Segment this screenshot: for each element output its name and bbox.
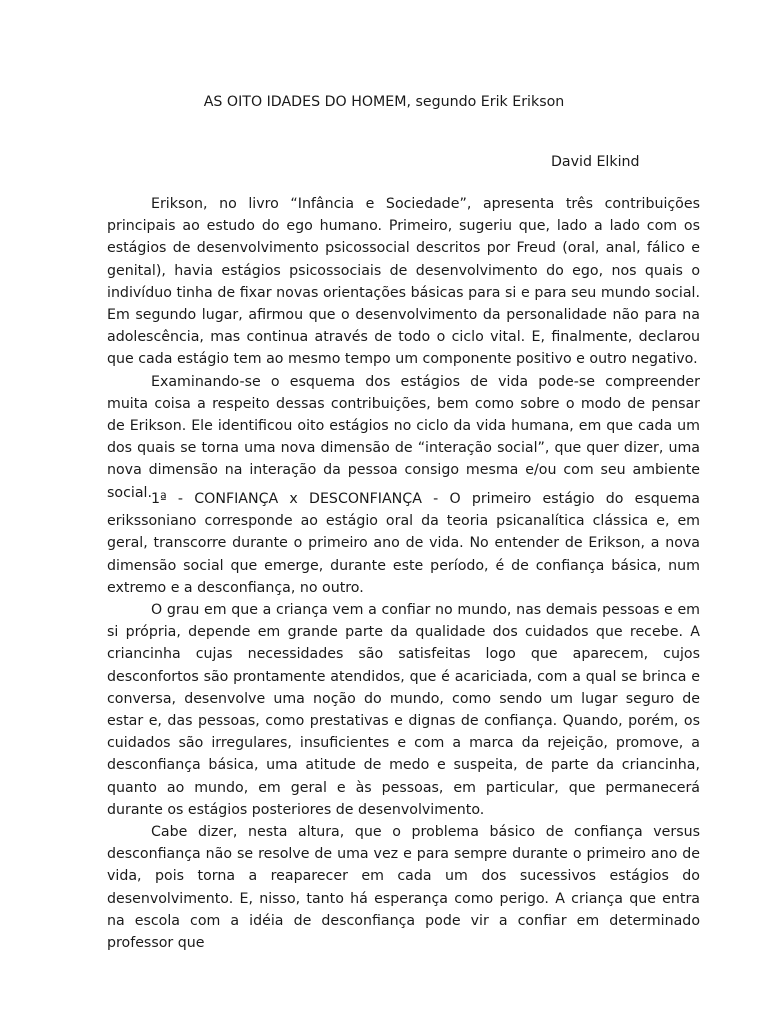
author-name: David Elkind — [551, 154, 640, 170]
paragraph: O grau em que a criança vem a confiar no mundo, nas demais pessoas e em si própria, depende em grande parte da qualidade dos cuidados que recebe. A criancinha cujas necessidades são satisfeitas logo que aparecem, cujos desconfortos são prontamente atendidos, que é acariciada, com a qual se brinca e conversa, desenvolve uma noção do mundo, como sendo um lugar seguro de estar e, das pessoas, como prestativas e dignas de confiança. Quando, porém, os cuidados são irregulares, insuficientes e com a marca da rejeição, promove, a desconfiança básica, uma atitude de medo e suspeita, de parte da criancinha, quanto ao mundo, em geral e às pessoas, em particular, que permanecerá durante os estágios posteriores de desenvolvimento. — [107, 602, 700, 818]
document-title: AS OITO IDADES DO HOMEM, segundo Erik Erikson — [203, 94, 565, 110]
paragraph: Cabe dizer, nesta altura, que o problema básico de confiança versus desconfiança não se resolve de uma vez e para sempre durante o primeiro ano de vida, pois torna a reaparecer em cada um dos sucessivos estágios do desenvolvimento. E, nisso, tanto há esperança como perigo. A criança que entra na escola com a idéia de desconfiança pode vir a confiar em determinado professor que — [107, 824, 700, 952]
stage-one-section — [107, 488, 700, 954]
intro-section — [107, 193, 700, 504]
paragraph: Examinando-se o esquema dos estágios de vida pode-se compreender muita coisa a respeito dessas contribuições, bem como sobre o modo de pensar de Erikson. Ele identificou oito estágios no ciclo da vida humana, em que cada um dos quais se torna uma nova dimensão de “interação social”, que quer dizer, uma nova dimensão na interação da pessoa consigo mesma e/ou com seu ambiente social. — [107, 373, 700, 501]
paragraph: Erikson, no livro “Infância e Sociedade”, apresenta três contribuições principais ao estudo do ego humano. Primeiro, sugeriu que, lado a lado com os estágios de desenvolvimento psicossocial descritos por Freud (oral, anal, fálico e genital), havia estágios psicossociais de desenvolvimento do ego, nos quais o indivíduo tinha de fixar novas orientações básicas para si e para seu mundo social. Em segundo lugar, afirmou que o desenvolvimento da personalidade não para na adolescência, mas continua através de todo o ciclo vital. E, finalmente, declarou que cada estágio tem ao mesmo tempo um componente positivo e outro negativo. — [107, 196, 700, 368]
paragraph: 1ª - CONFIANÇA x DESCONFIANÇA - O primeiro estágio do esquema erikssoniano corresponde ao estágio oral da teoria psicanalítica clássica e, em geral, transcorre durante o primeiro ano de vida. No entender de Erikson, a nova dimensão social que emerge, durante este período, é de confiança básica, num extremo e a desconfiança, no outro. — [107, 491, 700, 596]
